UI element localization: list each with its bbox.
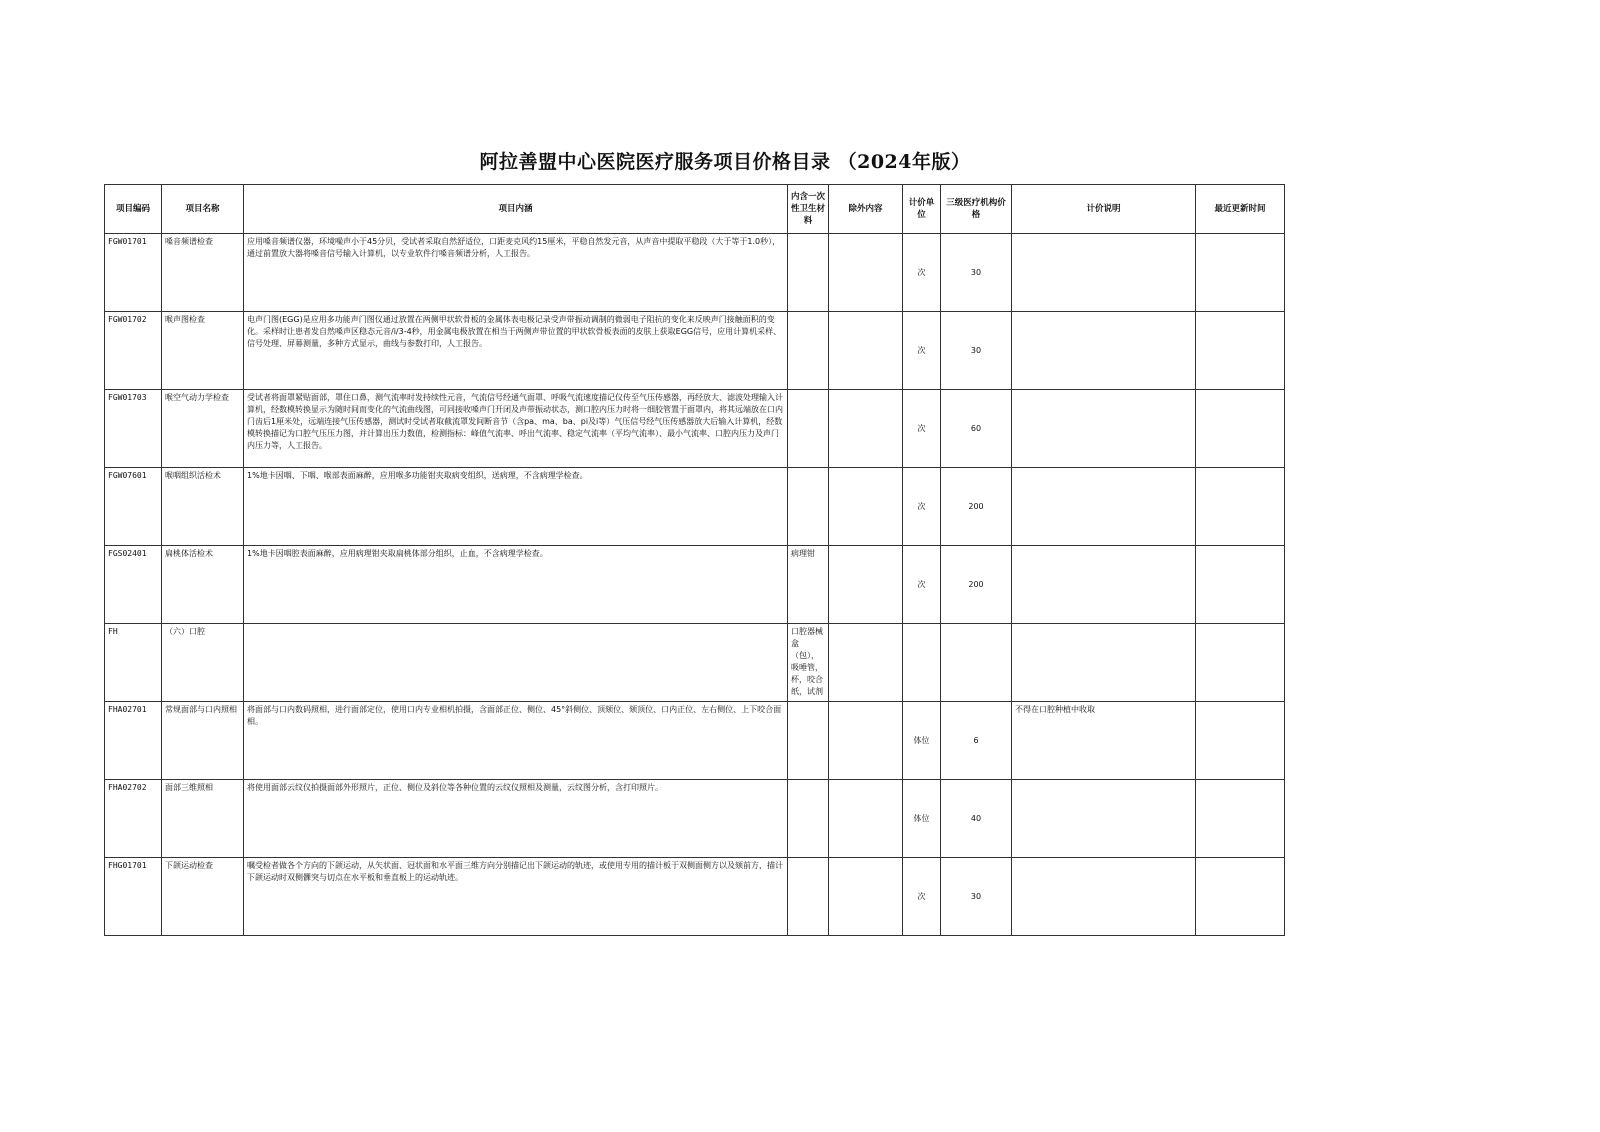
- item-price: 60: [941, 390, 1012, 468]
- item-name: 面部三维照相: [162, 780, 244, 858]
- header-excluded: 除外内容: [829, 185, 903, 234]
- item-updated: [1196, 780, 1285, 858]
- item-updated: [1196, 858, 1285, 936]
- item-note: [1012, 468, 1196, 546]
- header-price: 三级医疗机构价格: [941, 185, 1012, 234]
- item-content: [244, 624, 788, 702]
- item-unit: 次: [903, 858, 941, 936]
- item-name: 喉咽组织活检术: [162, 468, 244, 546]
- item-unit: 次: [903, 546, 941, 624]
- item-unit: 体位: [903, 780, 941, 858]
- item-excluded: [829, 312, 903, 390]
- item-note: [1012, 858, 1196, 936]
- item-price: 200: [941, 468, 1012, 546]
- item-unit: 次: [903, 312, 941, 390]
- item-price: 40: [941, 780, 1012, 858]
- item-content: 1%地卡因咽、下咽、喉部表面麻醉，应用喉多功能钳夹取病变组织，送病理，不含病理学检查。: [244, 468, 788, 546]
- item-updated: [1196, 702, 1285, 780]
- item-price: 6: [941, 702, 1012, 780]
- header-code: 项目编码: [105, 185, 162, 234]
- item-code: FGW07601: [105, 468, 162, 546]
- header-name: 项目名称: [162, 185, 244, 234]
- item-code: FHA02701: [105, 702, 162, 780]
- item-material: [788, 468, 829, 546]
- item-unit: [903, 624, 941, 702]
- item-code: FGW01701: [105, 234, 162, 312]
- item-code: FHG01701: [105, 858, 162, 936]
- item-code: FGW01702: [105, 312, 162, 390]
- header-content: 项目内涵: [244, 185, 788, 234]
- header-updated: 最近更新时间: [1196, 185, 1285, 234]
- item-updated: [1196, 390, 1285, 468]
- table-row: [105, 546, 1285, 624]
- table-row: [105, 234, 1285, 312]
- item-note: [1012, 234, 1196, 312]
- item-note: [1012, 312, 1196, 390]
- item-price: 30: [941, 858, 1012, 936]
- table-row: [105, 858, 1285, 936]
- item-price: 200: [941, 546, 1012, 624]
- item-name: 嗓音频谱检查: [162, 234, 244, 312]
- item-excluded: [829, 780, 903, 858]
- item-excluded: [829, 624, 903, 702]
- table-row: [105, 312, 1285, 390]
- item-name: （六）口腔: [162, 624, 244, 702]
- item-material: [788, 780, 829, 858]
- item-excluded: [829, 390, 903, 468]
- table-row: [105, 468, 1285, 546]
- table-row: [105, 390, 1285, 468]
- table-row: [105, 624, 1285, 702]
- table-header-row: [105, 185, 1285, 234]
- item-updated: [1196, 624, 1285, 702]
- item-unit: 次: [903, 234, 941, 312]
- item-price: [941, 624, 1012, 702]
- item-price: 30: [941, 234, 1012, 312]
- item-material: 口腔器械盒（包），吸唾管，杯，咬合纸，试剂: [788, 624, 829, 702]
- item-content: 受试者将面罩紧贴面部，罩住口鼻，测气流率时发持续性元音，气流信号经通气面罩、呼吸气流速度描记仪传至气压传感器，再经放大、滤波处理输入计算机，经数模转换显示为随时间而变化的气流曲线图，可同接收嗓声门开闭及声带振动状态，测口腔内压力时将一细胶管置于面罩内，将其远端放在口内门齿后1厘米处，远端连接气压传感器，测试时受试者取截流罩发间断音节（含pa、ma、ba、pi及i等）气压信号经气压传感器放大后输入计算机，经数模转换描记为口腔气压压力图，并计算出压力数值，检测指标：峰值气流率、呼出气流率、稳定气流率（平均气流率）、最小气流率、口腔内压力及声门内压力等，人工报告。: [244, 390, 788, 468]
- item-note: 不得在口腔种植中收取: [1012, 702, 1196, 780]
- item-note: [1012, 780, 1196, 858]
- header-note: 计价说明: [1012, 185, 1196, 234]
- item-name: 常规面部与口内照相: [162, 702, 244, 780]
- item-updated: [1196, 312, 1285, 390]
- item-content: 1%地卡因咽腔表面麻醉，应用病理钳夹取扁桃体部分组织，止血，不含病理学检查。: [244, 546, 788, 624]
- item-name: 喉声图检查: [162, 312, 244, 390]
- table-row: [105, 780, 1285, 858]
- item-name: 喉空气动力学检查: [162, 390, 244, 468]
- item-unit: 次: [903, 468, 941, 546]
- item-unit: 体位: [903, 702, 941, 780]
- item-content: 应用嗓音频谱仪器，环境噪声小于45分贝，受试者采取自然舒适位，口距麦克风约15厘米，平稳自然发元音，从声音中提取平稳段（大于等于1.0秒），通过前置放大器将嗓音信号输入计算机，以专业软件行嗓音频谱分析，人工报告。: [244, 234, 788, 312]
- table-row: [105, 702, 1285, 780]
- item-price: 30: [941, 312, 1012, 390]
- item-excluded: [829, 858, 903, 936]
- item-excluded: [829, 468, 903, 546]
- document-title: 阿拉善盟中心医院医疗服务项目价格目录 （2024年版）: [479, 151, 971, 173]
- item-excluded: [829, 546, 903, 624]
- item-material: [788, 234, 829, 312]
- item-note: [1012, 390, 1196, 468]
- item-code: FHA02702: [105, 780, 162, 858]
- item-note: [1012, 546, 1196, 624]
- item-material: [788, 858, 829, 936]
- item-material: [788, 390, 829, 468]
- item-content: 将面部与口内数码照相，进行面部定位，使用口内专业相机拍摄，含面部正位、侧位、45°斜侧位、顶颏位、颏顶位、口内正位、左右侧位、上下咬合面相。: [244, 702, 788, 780]
- item-excluded: [829, 234, 903, 312]
- item-updated: [1196, 468, 1285, 546]
- item-updated: [1196, 234, 1285, 312]
- item-content: 电声门图(EGG)是应用多功能声门图仪通过放置在两侧甲状软骨板的金属体表电极记录受声带振动调制的微弱电子阻抗的变化来反映声门接触面积的变化。采样时让患者发自然嗓声区稳态元音/i/3-4秒，用金属电极放置在相当于两侧声带位置的甲状软骨板表面的皮肤上获取EGG信号，应用计算机采样、信号处理、屏幕测量，多种方式显示，曲线与参数打印，人工报告。: [244, 312, 788, 390]
- item-name: 下颌运动检查: [162, 858, 244, 936]
- header-unit: 计价单位: [903, 185, 941, 234]
- item-material: 病理钳: [788, 546, 829, 624]
- price-table: [104, 184, 1285, 936]
- item-content: 将使用面部云纹仪拍摄面部外形照片，正位、侧位及斜位等各种位置的云纹仪照相及测量，云纹图分析，含打印照片。: [244, 780, 788, 858]
- item-material: [788, 702, 829, 780]
- item-code: FH: [105, 624, 162, 702]
- item-excluded: [829, 702, 903, 780]
- item-note: [1012, 624, 1196, 702]
- item-updated: [1196, 546, 1285, 624]
- item-code: FGW01703: [105, 390, 162, 468]
- item-name: 扁桃体活检术: [162, 546, 244, 624]
- item-unit: 次: [903, 390, 941, 468]
- item-content: 嘱受检者做各个方向的下颌运动，从矢状面、冠状面和水平面三维方向分别描记出下颌运动的轨迹，或使用专用的描计板于双侧面侧方以及颏前方，描计下颌运动时双侧髁突与切点在水平板和垂直板上的运动轨迹。: [244, 858, 788, 936]
- header-material: 内含一次性卫生材料: [788, 185, 829, 234]
- item-material: [788, 312, 829, 390]
- item-code: FGS02401: [105, 546, 162, 624]
